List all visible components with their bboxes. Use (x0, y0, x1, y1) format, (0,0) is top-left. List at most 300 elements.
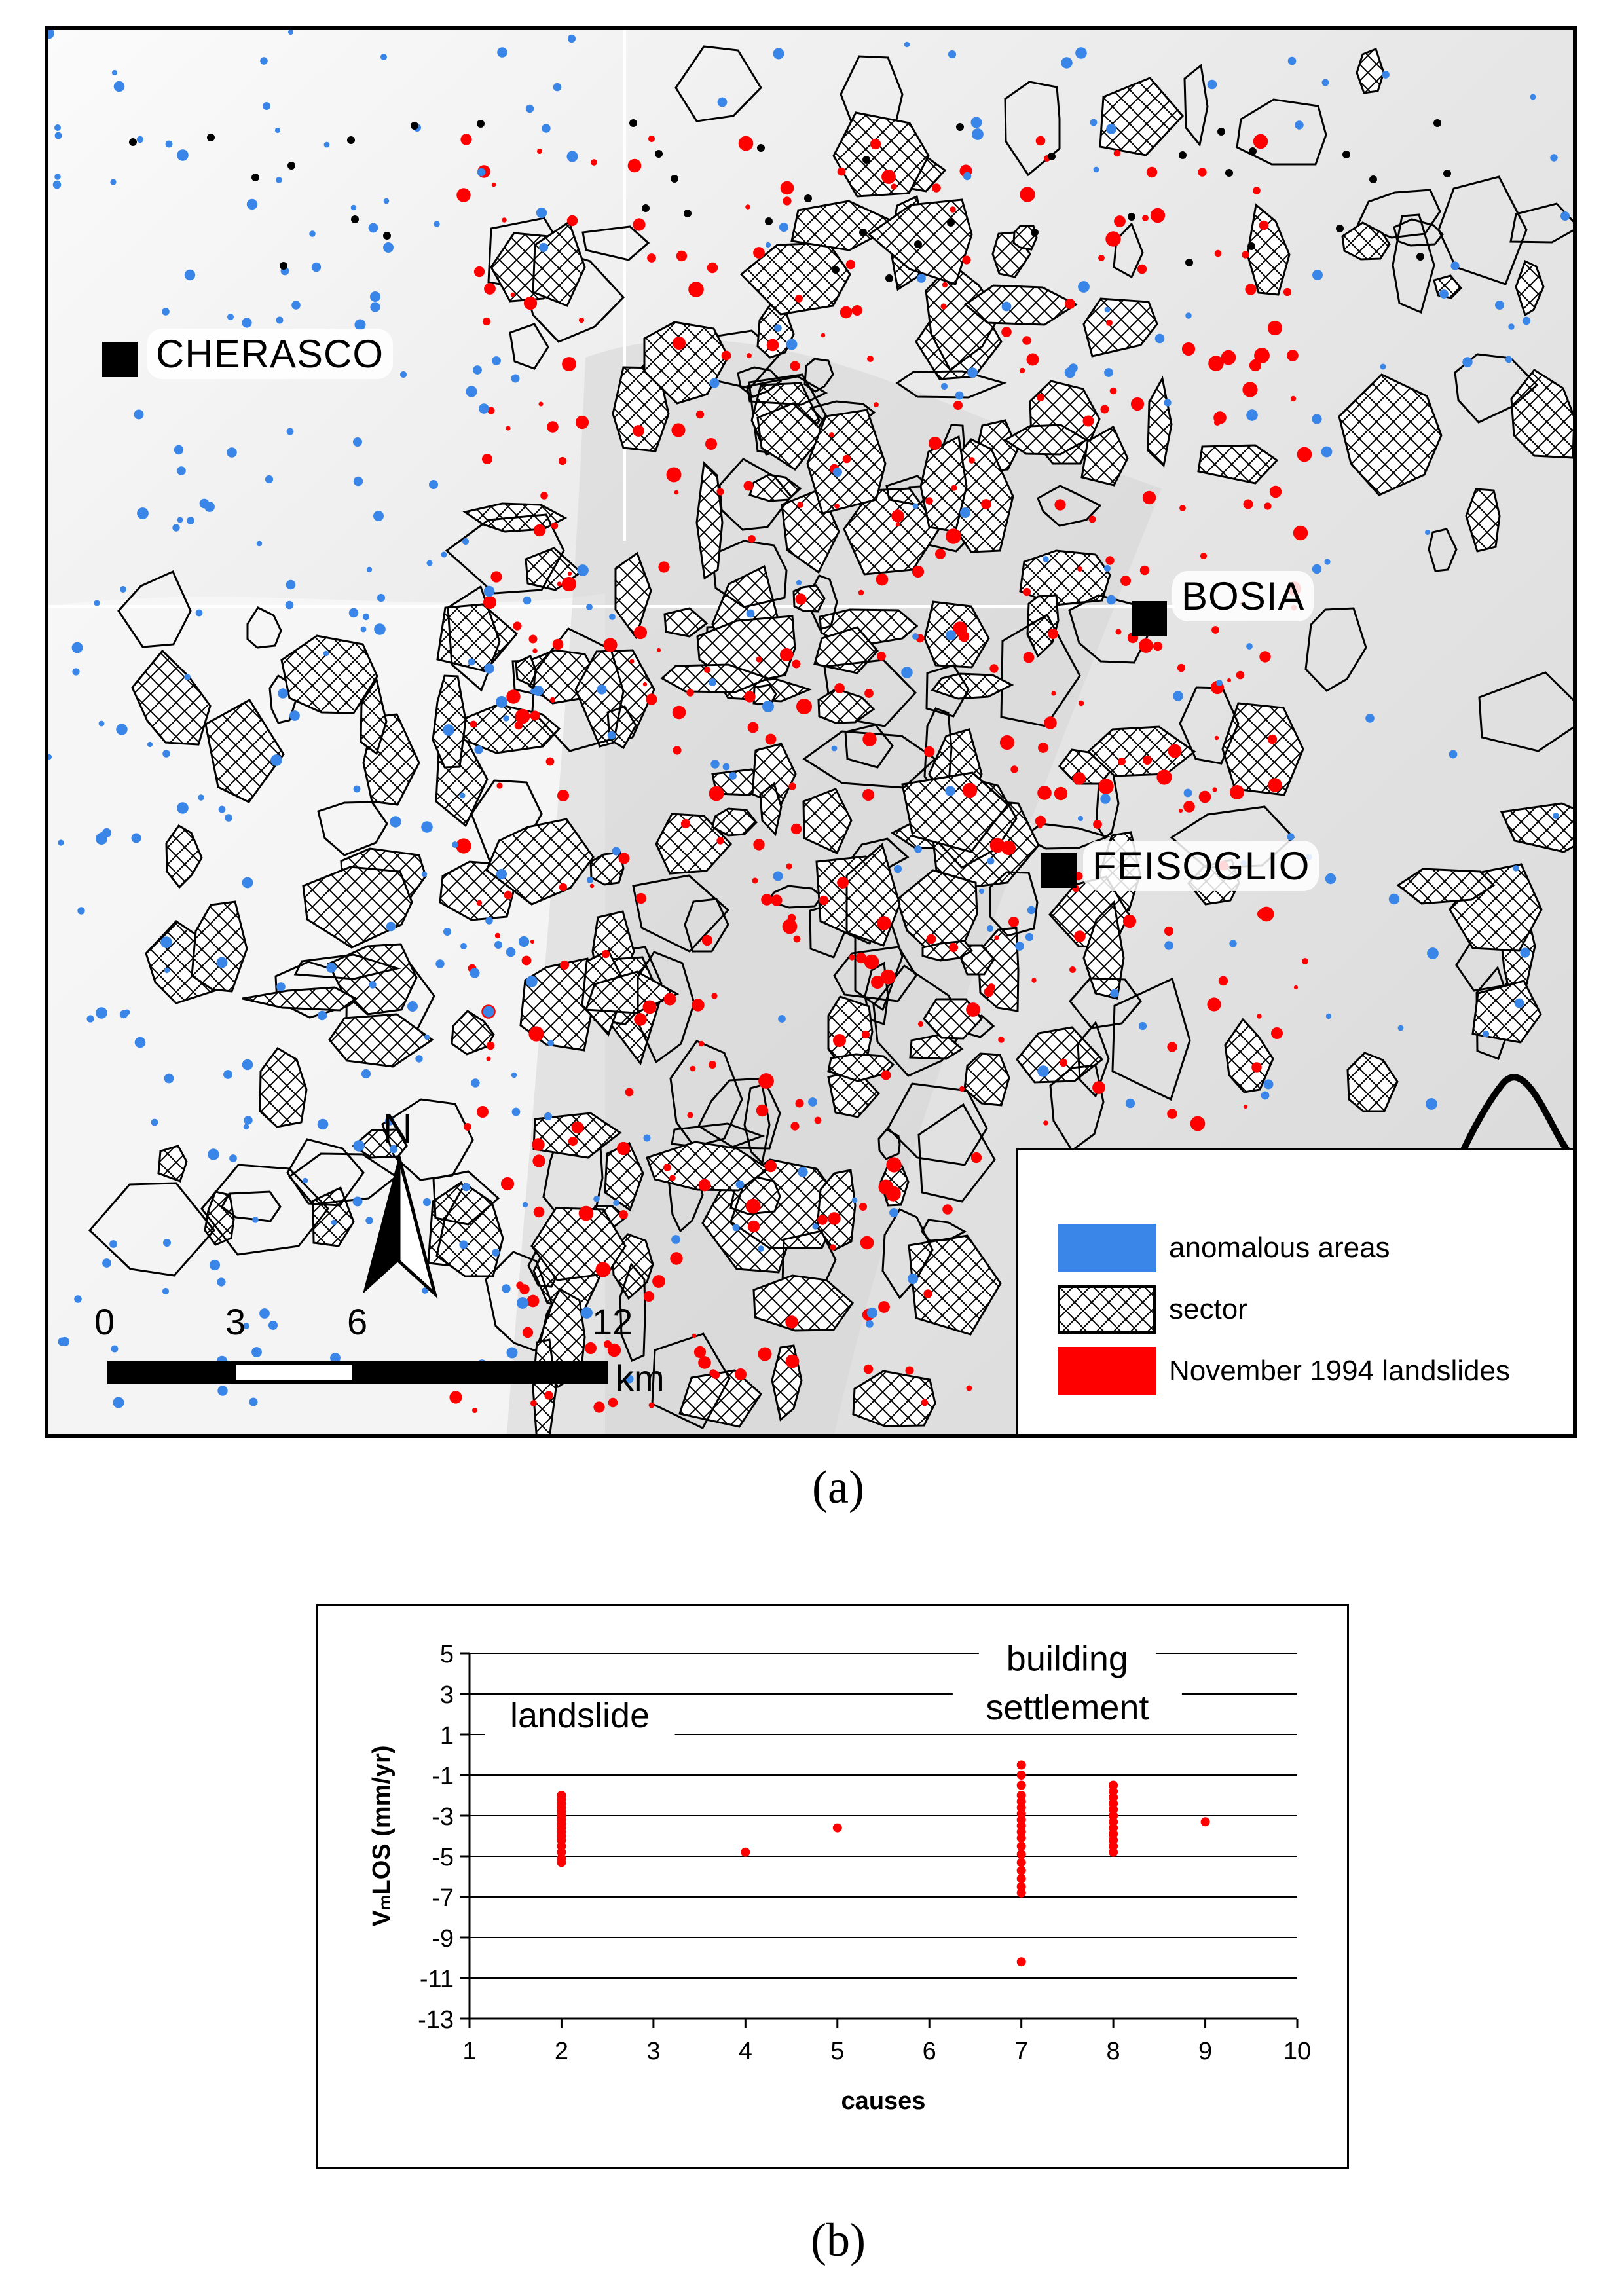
anomalous-dot (1513, 865, 1519, 871)
landslide-mark (629, 659, 634, 663)
anomalous-dot (644, 1135, 651, 1142)
anomalous-dot (987, 925, 993, 932)
landslide-mark (464, 1123, 471, 1131)
landslide-mark (515, 709, 530, 724)
landslide-mark (1105, 231, 1120, 246)
anomalous-dot (1216, 680, 1223, 686)
landslide-mark (1147, 167, 1157, 177)
black-dot (671, 175, 678, 183)
anomalous-dot (1155, 334, 1165, 344)
anomalous-dot (72, 668, 79, 675)
landslide-mark (1051, 691, 1056, 695)
anomalous-dot (1560, 211, 1570, 221)
anomalous-dot (407, 1001, 418, 1012)
landslide-mark (658, 561, 669, 572)
landslide-mark (1164, 927, 1173, 936)
anomalous-dot (369, 223, 378, 233)
anomalous-dot (779, 223, 788, 232)
landslide-mark (579, 318, 584, 323)
landslide-mark (1207, 997, 1221, 1011)
legend-swatch-blue (1058, 1224, 1156, 1272)
anomalous-dot (972, 128, 984, 140)
caption-a: (a) (812, 1461, 864, 1513)
landslide-mark (477, 900, 482, 906)
landslide-mark (460, 134, 471, 145)
landslide-mark (506, 426, 510, 430)
y-tick-label: -7 (432, 1884, 454, 1912)
anomalous-dot (987, 858, 995, 865)
landslide-mark (1259, 651, 1270, 662)
anomalous-dot (941, 383, 948, 390)
anomalous-dot (1427, 947, 1439, 959)
x-tick-label: 6 (922, 2038, 936, 2065)
anomalous-dot (198, 794, 204, 800)
landslide-mark (1048, 629, 1058, 639)
landslide-mark (519, 1284, 529, 1294)
black-dot (477, 120, 485, 128)
anomalous-dot (208, 1148, 219, 1160)
black-dot (280, 262, 287, 270)
landslide-mark (674, 490, 679, 495)
anomalous-dot (577, 564, 589, 576)
anomalous-dot (380, 54, 387, 60)
landslide-mark (1120, 576, 1131, 586)
landslide-mark (967, 1386, 972, 1391)
anomalous-dot (747, 610, 755, 618)
landslide-mark (1143, 491, 1156, 504)
landslide-mark (664, 993, 676, 1006)
landslide-mark (756, 1105, 768, 1116)
anomalous-dot (471, 1078, 479, 1087)
anomalous-dot (1553, 813, 1559, 819)
anomalous-dot (386, 922, 396, 932)
landslide-mark (753, 247, 765, 259)
anomalous-dot (260, 57, 268, 65)
anomalous-dot (492, 1249, 500, 1257)
black-dot (1225, 169, 1233, 177)
landslide-mark (562, 577, 576, 591)
landslide-mark (590, 884, 594, 888)
landslide-mark (699, 1179, 711, 1192)
landslide-mark (495, 933, 500, 938)
landslide-mark (840, 306, 853, 319)
landslide-mark (470, 721, 477, 728)
landslide-mark (1283, 288, 1291, 296)
landslide-mark (1023, 588, 1031, 596)
landslide-mark (699, 1041, 705, 1047)
landslide-mark (483, 596, 496, 609)
anomalous-dot (244, 1116, 252, 1124)
landslide-mark (496, 782, 502, 788)
landslide-mark (560, 961, 569, 970)
anomalous-dot (1246, 643, 1253, 650)
anomalous-dot (291, 301, 301, 310)
landslide-mark (950, 206, 956, 213)
landslide-mark (532, 1154, 545, 1167)
y-tick-label: -9 (432, 1925, 454, 1953)
anomalous-dot (160, 936, 172, 948)
anomalous-dot (917, 274, 926, 283)
landslide-mark (792, 660, 801, 669)
anomalous-dot (1325, 873, 1336, 884)
anomalous-dot (421, 821, 433, 833)
anomalous-dot (210, 1260, 220, 1270)
anomalous-dot (278, 688, 287, 698)
anomalous-dot (242, 877, 253, 889)
landslide-mark (851, 308, 857, 313)
annotation-label: settlement (986, 1687, 1149, 1727)
landslide-mark (579, 1206, 594, 1221)
anomalous-dot (963, 172, 971, 180)
anomalous-dot (1126, 1099, 1135, 1108)
landslide-mark (704, 667, 710, 673)
landslide-mark (849, 954, 855, 960)
anomalous-dot (177, 466, 186, 475)
town-label-feisoglio: FEISOGLIO (1083, 841, 1319, 891)
landslide-mark (1101, 405, 1109, 414)
black-dot (1179, 151, 1187, 159)
landslide-mark (591, 159, 597, 166)
landslide-mark (1190, 1116, 1206, 1131)
landslide-mark (1208, 356, 1224, 371)
anomalous-dot (762, 701, 774, 712)
landslide-mark (1037, 394, 1044, 401)
x-tick-label: 3 (646, 2038, 661, 2065)
landslide-mark (716, 837, 724, 844)
data-point (1017, 1957, 1026, 1966)
anomalous-dot (904, 42, 910, 48)
landslide-mark (634, 626, 647, 639)
anomalous-dot (137, 507, 149, 519)
anomalous-dot (796, 580, 802, 585)
anomalous-dot (477, 168, 486, 177)
landslide-mark (1139, 638, 1153, 653)
anomalous-dot (832, 746, 838, 752)
landslide-mark (838, 168, 846, 176)
anomalous-dot (229, 1154, 237, 1162)
landslide-mark (1167, 1109, 1177, 1119)
anomalous-dot (1090, 119, 1098, 126)
anomalous-dot (177, 802, 189, 814)
landslide-mark (1008, 917, 1019, 927)
landslide-mark (963, 783, 978, 798)
landslide-mark (711, 993, 717, 999)
landslide-mark (1089, 516, 1096, 523)
landslide-mark (1291, 396, 1296, 401)
anomalous-dot (736, 1181, 745, 1189)
anomalous-dot (1288, 57, 1297, 65)
black-dot (1342, 151, 1350, 158)
annotation-label: building (1006, 1639, 1128, 1679)
landslide-mark (487, 1057, 491, 1061)
landslide-mark (785, 1315, 798, 1329)
landslide-mark (1020, 368, 1025, 373)
landslide-mark (981, 499, 991, 509)
anomalous-dot (1078, 816, 1083, 821)
data-point (1017, 1833, 1026, 1843)
landslide-mark (1257, 1014, 1261, 1018)
landslide-mark (966, 1002, 980, 1017)
anomalous-dot (542, 124, 550, 132)
landslide-mark (998, 1037, 1005, 1043)
landslide-mark (843, 455, 851, 464)
map-legend (1016, 1148, 1577, 1438)
landslide-mark (1022, 336, 1031, 345)
anomalous-dot (484, 586, 495, 597)
x-tick-label: 4 (738, 2038, 752, 2065)
landslide-mark (456, 838, 471, 853)
black-dot (347, 136, 355, 144)
black-dot (757, 144, 765, 152)
black-dot (956, 123, 964, 131)
landslide-mark (1198, 168, 1206, 176)
anomalous-dot (257, 541, 263, 547)
landslide-mark (692, 999, 704, 1011)
landslide-mark (962, 255, 970, 264)
landslide-mark (559, 457, 566, 465)
anomalous-dot (473, 365, 482, 375)
data-point (1109, 1848, 1118, 1857)
landslide-mark (1168, 744, 1182, 758)
anomalous-dot (492, 356, 501, 365)
anomalous-dot (162, 308, 170, 316)
anomalous-dot (945, 786, 955, 796)
anomalous-dot (72, 642, 83, 653)
landslide-mark (876, 574, 889, 586)
landslide-mark (688, 282, 704, 297)
landslide-mark (858, 590, 864, 595)
anomalous-dot (597, 684, 606, 694)
map-panel (45, 26, 1577, 1438)
landslide-mark (657, 648, 661, 652)
anomalous-dot (774, 324, 782, 332)
anomalous-dot (114, 81, 125, 92)
landslide-mark (513, 621, 521, 630)
black-dot (1416, 253, 1424, 261)
anomalous-dot (867, 1308, 877, 1318)
anomalous-dot (889, 1208, 898, 1217)
anomalous-dot (1550, 154, 1557, 161)
anomalous-dot (483, 1006, 494, 1018)
anomalous-dot (1425, 530, 1430, 535)
anomalous-dot (137, 136, 143, 143)
landslide-mark (482, 454, 492, 464)
anomalous-dot (1515, 999, 1524, 1008)
landslide-mark (557, 581, 561, 586)
y-tick-label: -13 (418, 2006, 454, 2034)
data-point (1017, 1842, 1026, 1851)
landslide-mark (490, 571, 502, 582)
legend-item-landslides (1058, 1347, 1568, 1399)
landslide-mark (1271, 1027, 1283, 1039)
anomalous-dot (1530, 94, 1536, 100)
landslide-mark (1212, 787, 1217, 792)
legend-label: sector (1169, 1293, 1247, 1325)
anomalous-dot (852, 1198, 858, 1203)
landslide-mark (1098, 779, 1114, 794)
landslide-mark (1199, 791, 1211, 803)
anomalous-dot (252, 1217, 259, 1223)
landslide-mark (673, 337, 686, 350)
data-point (1017, 1888, 1026, 1898)
anomalous-dot (318, 1011, 327, 1020)
landslide-mark (709, 786, 724, 801)
anomalous-dot (383, 242, 394, 253)
data-point (833, 1824, 842, 1833)
landslide-mark (912, 566, 924, 578)
legend-item-anomalous (1058, 1224, 1568, 1276)
landslide-mark (707, 263, 718, 273)
landslide-mark (712, 1371, 720, 1379)
landslide-mark (794, 936, 801, 943)
anomalous-dot (773, 872, 783, 881)
anomalous-dot (74, 1295, 82, 1303)
anomalous-dot (1184, 789, 1192, 798)
landslide-mark (862, 732, 876, 746)
data-point (1201, 1817, 1210, 1826)
anomalous-dot (1078, 281, 1090, 293)
anomalous-dot (971, 117, 982, 128)
landslide-mark (673, 746, 681, 754)
landslide-mark (1153, 642, 1162, 651)
landslide-mark (1054, 499, 1065, 510)
black-dot (862, 156, 870, 164)
landslide-mark (837, 877, 849, 889)
anomalous-dot (484, 663, 494, 674)
landslide-mark (797, 502, 803, 508)
anomalous-dot (946, 630, 956, 640)
anomalous-dot (1027, 906, 1035, 914)
anomalous-dot (287, 428, 294, 435)
black-dot (765, 217, 773, 225)
landslide-mark (553, 639, 564, 650)
anomalous-dot (718, 98, 728, 107)
black-dot (684, 210, 692, 217)
landslide-mark (925, 497, 933, 505)
anomalous-dot (55, 132, 62, 139)
landslide-mark (676, 251, 687, 261)
anomalous-dot (162, 1288, 169, 1294)
anomalous-dot (227, 314, 234, 320)
landslide-mark (748, 722, 759, 733)
anomalous-dot (120, 1010, 128, 1018)
landslide-mark (1118, 758, 1126, 765)
landslide-mark (1259, 221, 1269, 230)
anomalous-dot (1312, 270, 1323, 280)
anomalous-dot (766, 242, 771, 248)
anomalous-dot (276, 177, 282, 183)
scale-bar (88, 1300, 710, 1418)
anomalous-dot (798, 1167, 807, 1177)
landslide-mark (885, 1186, 900, 1201)
anomalous-dot (323, 651, 329, 656)
anomalous-dot (586, 604, 593, 610)
anomalous-dot (608, 731, 616, 740)
anomalous-dot (363, 614, 369, 620)
landslide-mark (891, 183, 896, 189)
anomalous-dot (132, 834, 141, 843)
anomalous-dot (276, 317, 284, 324)
landslide-mark (673, 706, 686, 720)
landslide-mark (929, 437, 942, 450)
scale-tick-label: 12 (592, 1301, 633, 1342)
landslide-mark (537, 149, 542, 154)
landslide-mark (747, 353, 752, 358)
anomalous-dot (758, 1245, 764, 1252)
anomalous-dot (523, 1202, 528, 1207)
anomalous-dot (709, 678, 716, 686)
anomalous-dot (53, 181, 62, 189)
north-arrow-icon (343, 1104, 454, 1300)
landslide-mark (1214, 419, 1221, 426)
anomalous-dot (1505, 356, 1513, 363)
anomalous-dot (462, 1183, 471, 1192)
landslide-mark (643, 682, 647, 686)
black-dot (859, 229, 867, 236)
anomalous-dot (354, 786, 361, 793)
anomalous-dot (547, 1040, 554, 1046)
anomalous-dot (163, 1239, 171, 1247)
landslide-mark (540, 492, 548, 500)
landslide-mark (1230, 785, 1244, 799)
anomalous-dot (908, 1274, 918, 1284)
landslide-mark (534, 524, 545, 536)
anomalous-dot (1380, 364, 1386, 370)
anomalous-dot (102, 1258, 111, 1268)
y-tick-label: 1 (439, 1722, 454, 1750)
landslide-mark (780, 648, 793, 661)
landslide-mark (1215, 736, 1219, 740)
anomalous-dot (289, 710, 300, 721)
landslide-mark (862, 789, 874, 801)
anomalous-dot (536, 208, 547, 218)
landslide-mark (971, 1152, 982, 1163)
anomalous-dot (286, 601, 294, 610)
x-tick-label: 7 (1014, 2038, 1029, 2065)
landslide-mark (477, 1106, 489, 1118)
anomalous-dot (1312, 564, 1321, 574)
anomalous-dot (496, 696, 507, 708)
landslide-mark (874, 402, 879, 407)
landslide-mark (739, 136, 754, 151)
anomalous-dot (196, 610, 203, 617)
landslide-mark (1219, 976, 1228, 985)
anomalous-dot (187, 517, 194, 524)
landslide-mark (932, 183, 941, 193)
anomalous-dot (710, 760, 719, 768)
landslide-mark (951, 485, 957, 490)
black-dot (1128, 213, 1135, 221)
landslide-mark (1253, 187, 1261, 194)
landslide-mark (1038, 743, 1048, 753)
landslide-mark (663, 1164, 671, 1171)
y-tick-label: -5 (432, 1844, 454, 1871)
landslide-mark (546, 758, 555, 766)
landslide-mark (1294, 985, 1298, 989)
landslide-mark (834, 504, 840, 509)
scale-segment (107, 1361, 232, 1384)
anomalous-dot (1326, 1014, 1331, 1019)
landslide-mark (828, 1212, 840, 1224)
landslide-mark (1010, 765, 1018, 773)
anomalous-dot (270, 754, 282, 766)
landslide-mark (864, 1365, 874, 1374)
landslide-mark (562, 357, 576, 371)
anomalous-dot (244, 1124, 249, 1130)
anomalous-dot (1389, 894, 1399, 904)
landslide-mark (1001, 327, 1012, 337)
anomalous-dot (496, 869, 507, 879)
